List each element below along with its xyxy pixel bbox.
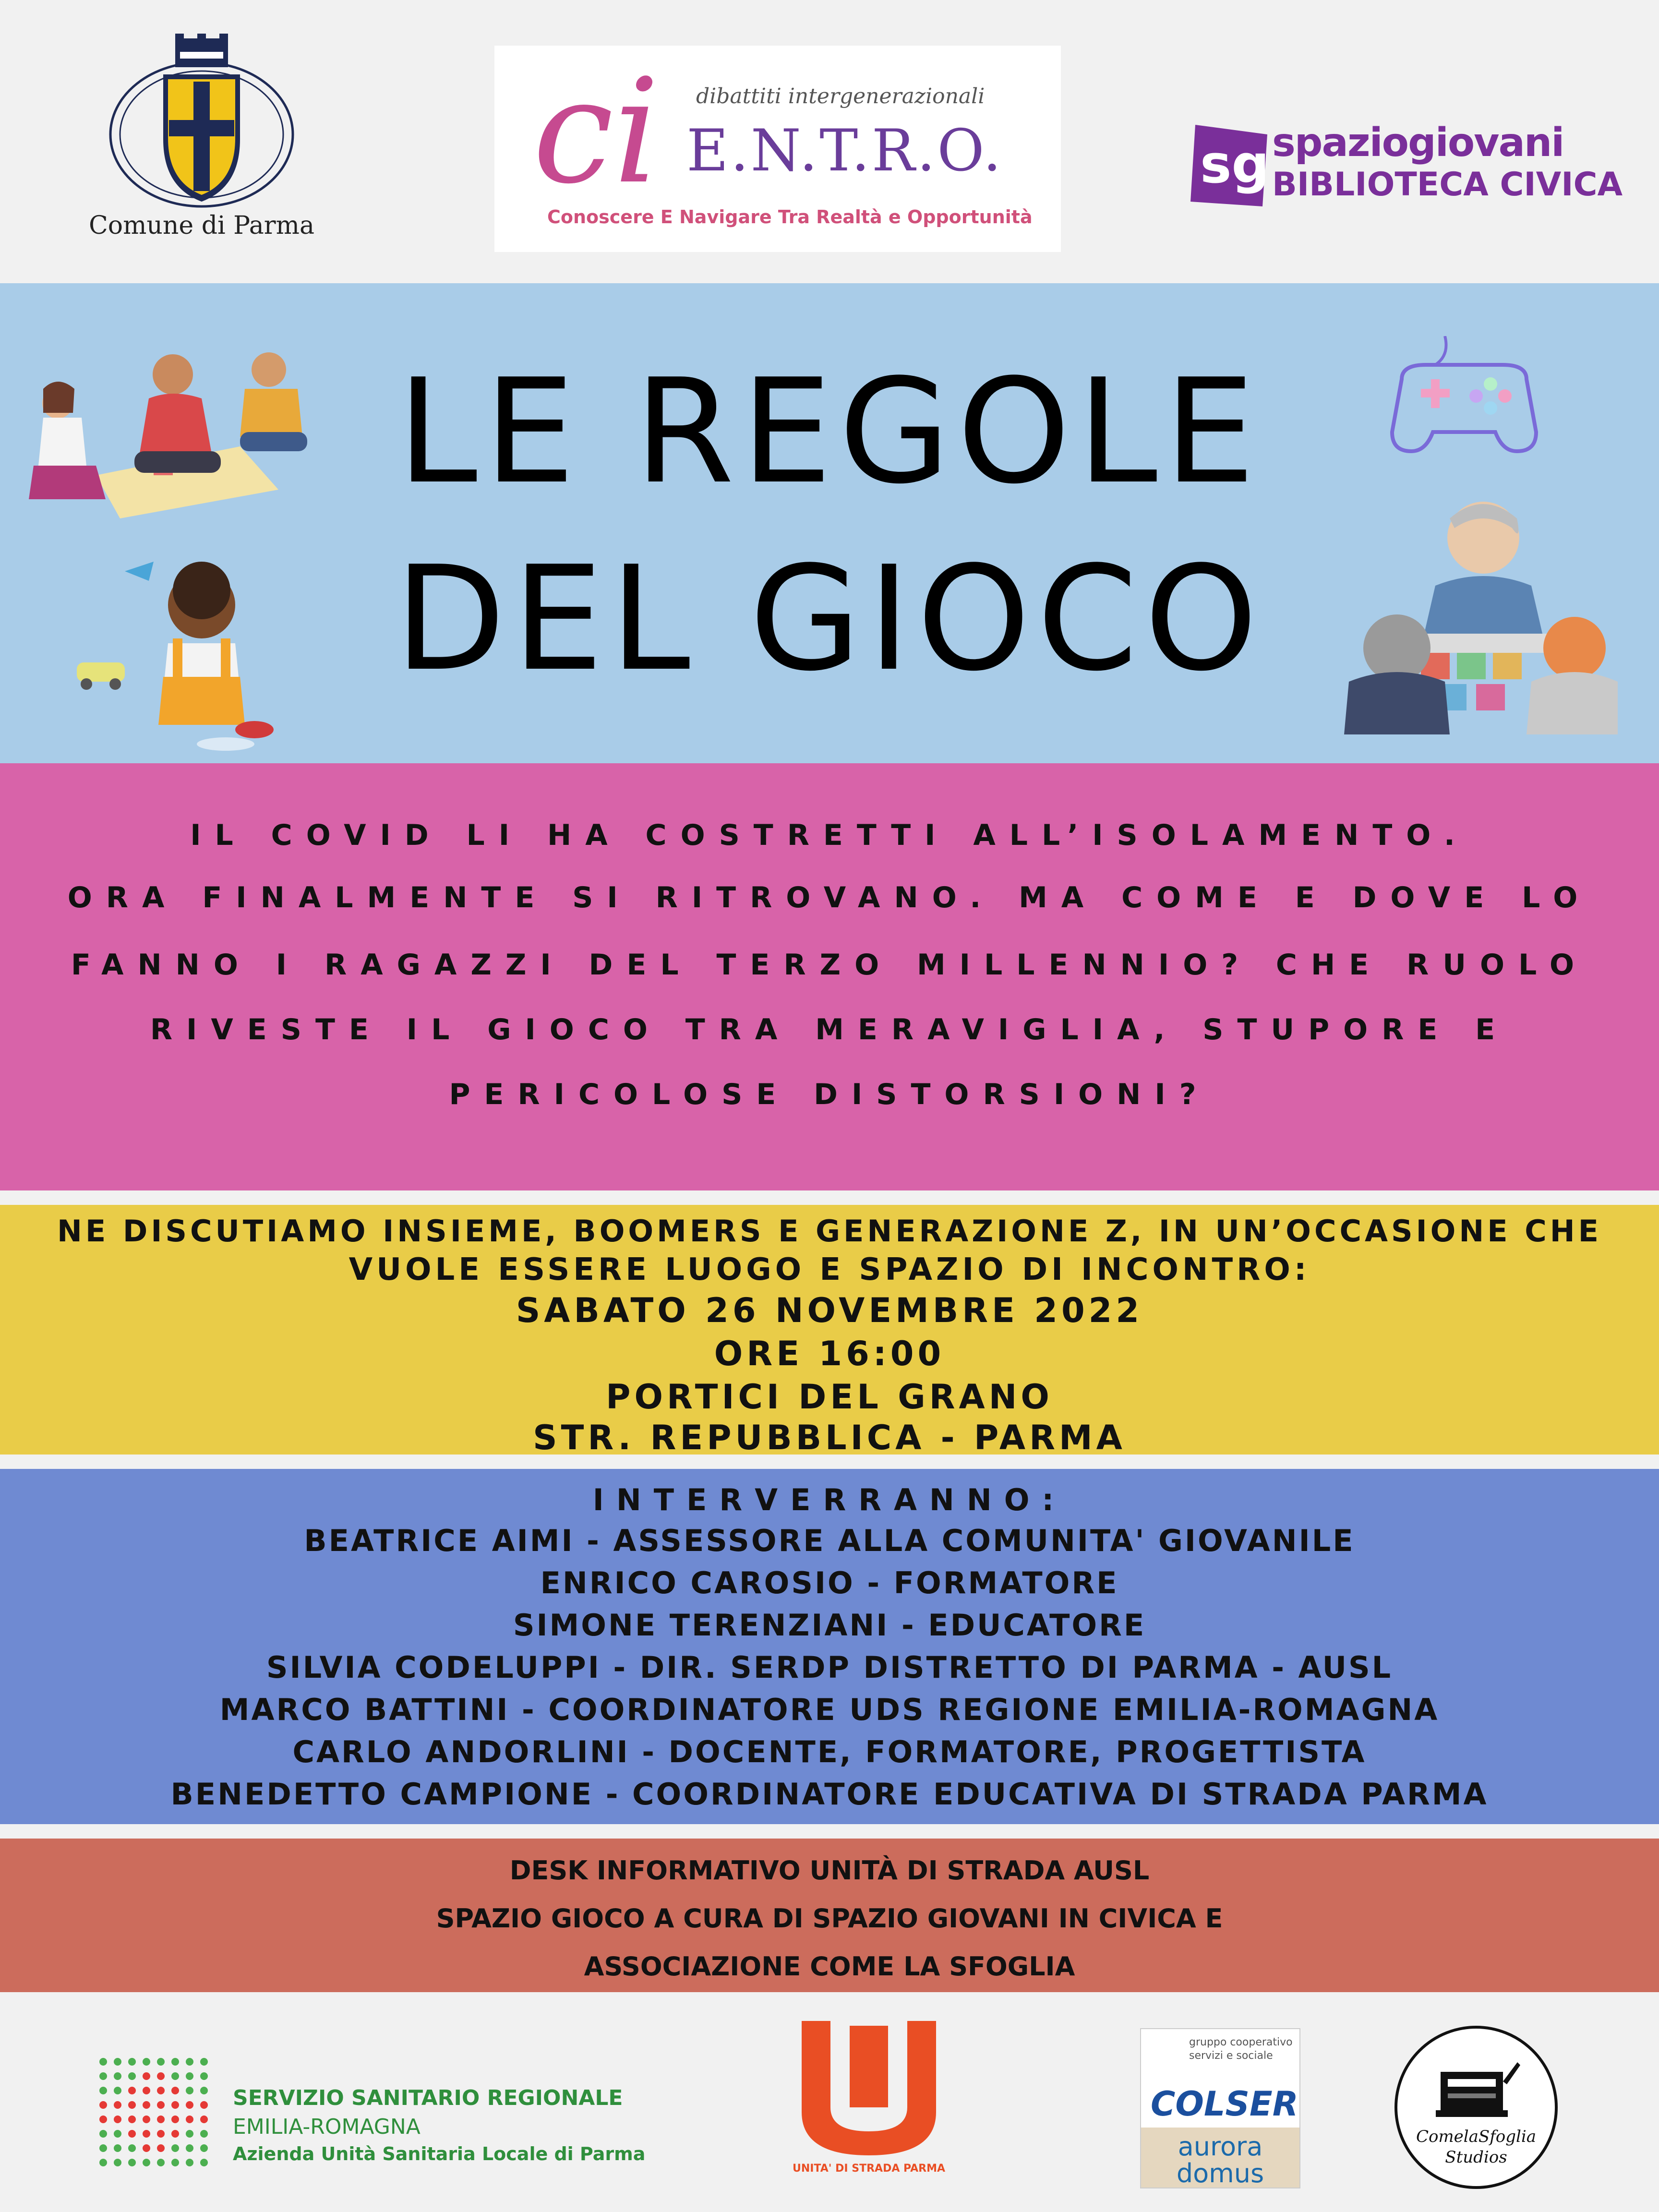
spazio-giovani-logo-icon [1186,120,1272,211]
spazio-giovani-title: spaziogiovani [1272,120,1564,166]
speaker-item: BEATRICE AIMI - ASSESSORE ALLA COMUNITA' GIOVANILE [304,1523,1355,1558]
page-title-line-2: DEL GIOCO [395,535,1264,703]
event-date: SABATO 26 NOVEMBRE 2022 [516,1291,1143,1330]
info-line-3: ASSOCIAZIONE COME LA SFOGLIA [584,1951,1075,1982]
centro-tagline: Conoscere E Navigare Tra Realtà e Opportunità [547,206,1033,228]
ssr-ausl: Azienda Unità Sanitaria Locale di Parma [233,2143,646,2164]
speaker-item: SILVIA CODELUPPI - DIR. SERDP DISTRETTO DI PARMA - AUSL [266,1650,1393,1685]
speakers-heading: INTERVERRANNO: [592,1482,1067,1517]
info-line-1: DESK INFORMATIVO UNITÀ DI STRADA AUSL [509,1855,1150,1886]
intro-line-3: FANNO I RAGAZZI DEL TERZO MILLENNIO? CHE RUOLO [71,948,1588,982]
game-controller-icon [1382,336,1546,461]
speaker-item: CARLO ANDORLINI - DOCENTE, FORMATORE, PROGETTISTA [292,1734,1367,1769]
comelasfoglia-studios-logo [1395,2026,1558,2189]
info-line-2: SPAZIO GIOCO A CURA DI SPAZIO GIOVANI IN CIVICA E [436,1903,1223,1934]
biblioteca-civica-title: BIBLIOTECA CIVICA [1272,166,1623,204]
elderly-people-playing-bingo-icon [1339,490,1618,734]
colser-name: COLSER [1151,2084,1298,2124]
intro-line-1: IL COVID LI HA COSTRETTI ALL’ISOLAMENTO. [190,818,1469,852]
people-playing-board-game-icon [29,336,317,518]
event-venue: PORTICI DEL GRANO [606,1377,1053,1417]
aurora-text: aurora [1178,2131,1263,2162]
colser-group-caption: gruppo cooperativo servizi e sociale [1189,2036,1293,2062]
unita-di-strada-caption: UNITA' DI STRADA PARMA [792,2163,946,2175]
centro-logo [494,46,1061,252]
centro-name: E.N.T.R.O. [686,118,1003,184]
sg-logo-letters: sg [1200,133,1270,195]
pasta-machine-icon [1431,2053,1522,2125]
centro-subtitle: dibattiti intergenerazionali [696,84,985,108]
unita-di-strada-logo-icon [797,2016,941,2160]
intro-line-5: PERICOLOSE DISTORSIONI? [449,1078,1210,1111]
event-address: STR. REPUBBLICA - PARMA [533,1418,1126,1457]
speaker-item: MARCO BATTINI - COORDINATORE UDS REGIONE EMILIA-ROMAGNA [219,1692,1440,1727]
speaker-item: BENEDETTO CAMPIONE - COORDINATORE EDUCATIVA DI STRADA PARMA [170,1777,1489,1812]
page-title-line-1: LE REGOLE [397,348,1262,516]
intro-line-2: ORA FINALMENTE SI RITROVANO. MA COME E DOVE LO [67,881,1592,914]
event-time: ORE 16:00 [714,1334,945,1373]
event-line-1: NE DISCUTIAMO INSIEME, BOOMERS E GENERAZIONE Z, IN UN’OCCASIONE CHE [57,1214,1602,1249]
child-playing-with-toy-plane-icon [72,542,283,754]
comune-di-parma-caption: Comune di Parma [89,211,314,240]
colser-aurora-domus-logo [1140,2028,1300,2188]
intro-line-4: RIVESTE IL GIOCO TRA MERAVIGLIA, STUPORE E [150,1013,1509,1046]
event-line-2: VUOLE ESSERE LUOGO E SPAZIO DI INCONTRO: [349,1252,1310,1287]
ssr-region: EMILIA-ROMAGNA [233,2115,421,2139]
comelasfoglia-text: ComelaSfoglia [1416,2127,1537,2146]
aurora-domus-panel [1141,2128,1299,2188]
speaker-item: ENRICO CAROSIO - FORMATORE [540,1565,1119,1600]
studios-text: Studios [1445,2148,1507,2167]
servizio-sanitario-regionale-logo-icon [96,2055,211,2170]
domus-text: domus [1176,2158,1264,2188]
speaker-item: SIMONE TERENZIANI - EDUCATORE [513,1608,1146,1643]
ssr-name: SERVIZIO SANITARIO REGIONALE [233,2086,623,2110]
centro-ci-letters: ci [533,48,660,216]
